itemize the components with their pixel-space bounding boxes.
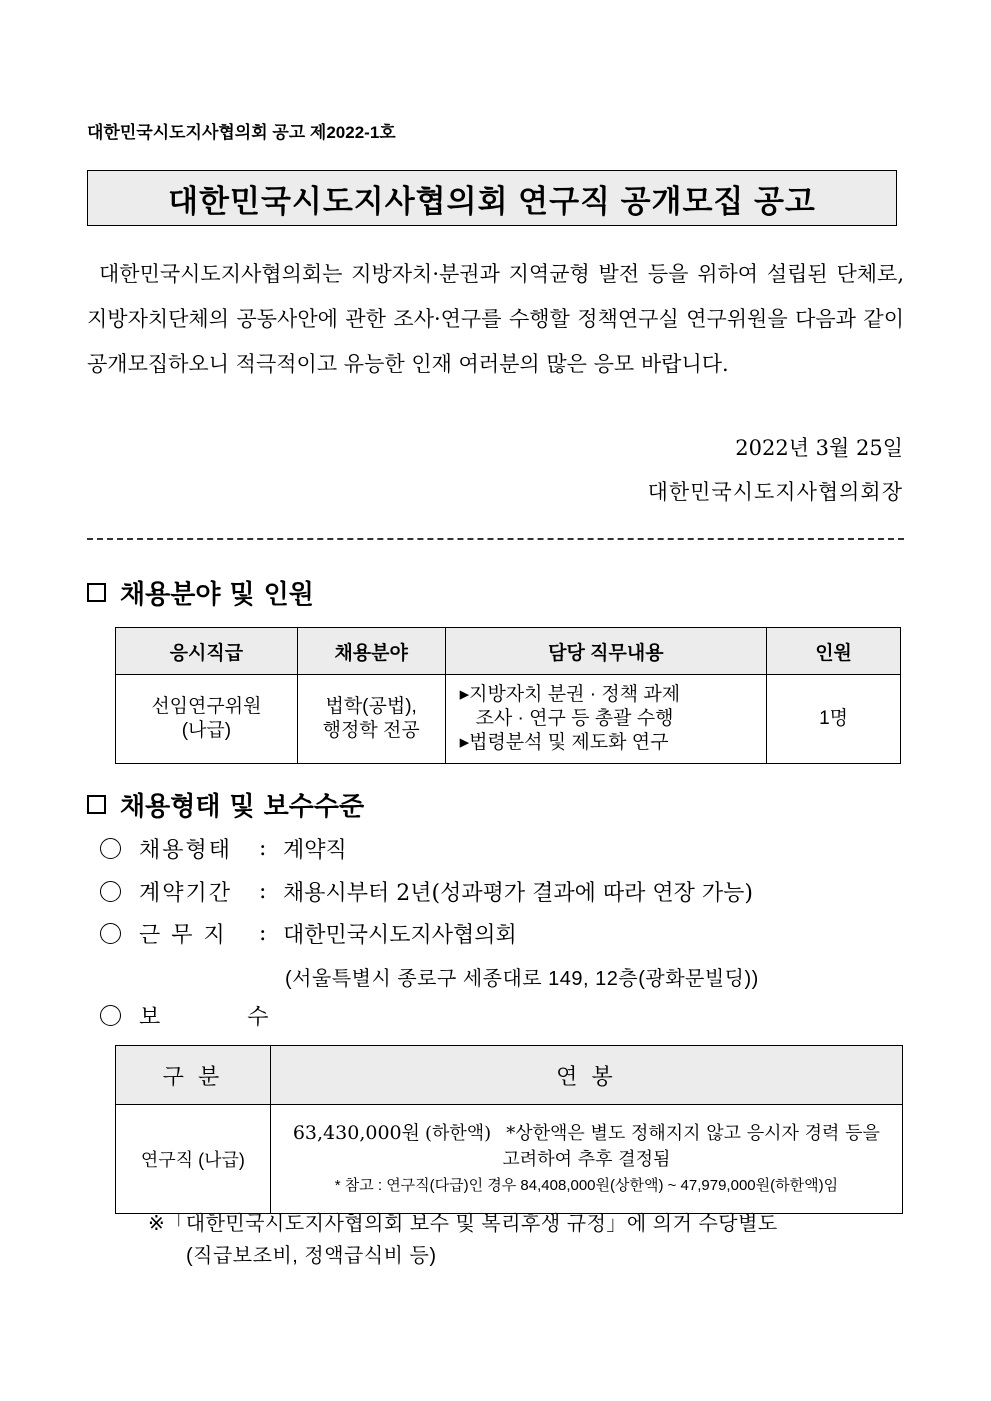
field-line: 행정학 전공	[322, 720, 420, 741]
item-value: 대한민국시도지사협의회	[283, 923, 517, 948]
salary-reference: * 참고 : 연구직(다급)인 경우 84,408,000원(상한액) ~ 47,979,000원(하한액)임	[334, 1176, 839, 1194]
duty-line: ▸지방자치 분권 · 정책 과제	[459, 684, 681, 705]
notice-number: 대한민국시도지사협의회 공고 제2022-1호	[87, 123, 396, 142]
salary-amount: 63,430,000원	[292, 1121, 420, 1144]
cell-salary	[270, 1105, 902, 1214]
circle-bullet-icon	[100, 923, 121, 944]
section-heading-text: 채용형태 및 보수수준	[120, 792, 365, 822]
header-grade: 응시직급	[116, 628, 298, 675]
circle-bullet-icon	[100, 881, 121, 902]
dashed-divider	[87, 538, 904, 540]
item-value: 채용시부터 2년(성과평가 결과에 따라 연장 가능)	[283, 881, 753, 906]
item-label: 채용형태	[139, 838, 233, 863]
section-heading-text: 채용분야 및 인원	[120, 580, 314, 610]
item-label: 근 무 지	[139, 923, 227, 948]
recruitment-table	[115, 627, 901, 764]
circle-bullet-icon	[100, 1005, 121, 1026]
grade-line: (나급)	[181, 720, 232, 741]
header-count: 인원	[767, 628, 901, 675]
workplace-address: (서울특별시 종로구 세종대로 149, 12층(광화문빌딩))	[285, 968, 759, 990]
cell-field	[297, 675, 445, 764]
contract-period-item: 계약기간 : 채용시부터 2년(성과평가 결과에 따라 연장 가능)	[100, 876, 753, 907]
salary-note: *상한액은 별도 정해지지 않고 응시자 경력 등을	[506, 1122, 880, 1144]
grade-line: 선임연구위원	[151, 696, 262, 717]
allowance-footnote	[148, 1208, 778, 1272]
cell-grade	[116, 675, 298, 764]
item-value: 계약직	[283, 838, 347, 863]
salary-note-cont: 고려하여 추후 결정됨	[502, 1148, 671, 1170]
pay-table	[115, 1045, 903, 1214]
table-row	[116, 1105, 903, 1214]
pay-item	[100, 1000, 309, 1031]
footnote-line: ※「대한민국시도지사협의회 보수 및 복리후생 규정」에 의거 수당별도	[148, 1213, 778, 1235]
employment-type-item: 채용형태 : 계약직	[100, 833, 347, 864]
duty-line: 조사 · 연구 등 총괄 수행	[475, 708, 674, 729]
cell-duty	[445, 675, 767, 764]
cell-category: 연구직 (나급)	[116, 1105, 271, 1214]
salary-line	[279, 1120, 894, 1147]
intro-paragraph	[87, 252, 904, 387]
table-header-row	[116, 1046, 903, 1105]
header-salary: 연 봉	[270, 1046, 902, 1105]
item-label: 계약기간	[139, 881, 233, 906]
cell-count: 1명	[767, 675, 901, 764]
page-title: 대한민국시도지사협의회 연구직 공개모집 공고	[168, 183, 816, 219]
square-bullet-icon	[87, 583, 106, 602]
header-duty: 담당 직무내용	[445, 628, 767, 675]
footnote-line: (직급보조비, 정액급식비 등)	[186, 1245, 437, 1267]
circle-bullet-icon	[100, 838, 121, 859]
square-bullet-icon	[87, 795, 106, 814]
section-heading-employment	[87, 786, 364, 823]
workplace-item: 근 무 지 : 대한민국시도지사협의회	[100, 918, 517, 949]
intro-text: 대한민국시도지사협의회는 지방자치·분권과 지역균형 발전 등을 위하여 설립된 단체로, 지방자치단체의 공동사안에 관한 조사·연구를 수행할 정책연구실 연구위원을 다음과 같이 공개모집하오니 적극적이고 유능한 인재 여러분의 많은 응모 바랍니다.	[87, 262, 904, 376]
table-row	[116, 675, 901, 764]
title-box	[87, 170, 897, 226]
section-heading-recruitment	[87, 574, 314, 611]
header-category: 구 분	[116, 1046, 271, 1105]
announcement-date: 2022년 3월 25일	[735, 436, 903, 460]
header-field: 채용분야	[297, 628, 445, 675]
duty-line: ▸법령분석 및 제도화 연구	[459, 732, 669, 753]
salary-amount-suffix: (하한액)	[425, 1122, 492, 1144]
item-label: 보 수	[139, 1005, 309, 1030]
signer: 대한민국시도지사협의회장	[647, 480, 903, 504]
field-line: 법학(공법),	[325, 696, 417, 717]
table-header-row	[116, 628, 901, 675]
